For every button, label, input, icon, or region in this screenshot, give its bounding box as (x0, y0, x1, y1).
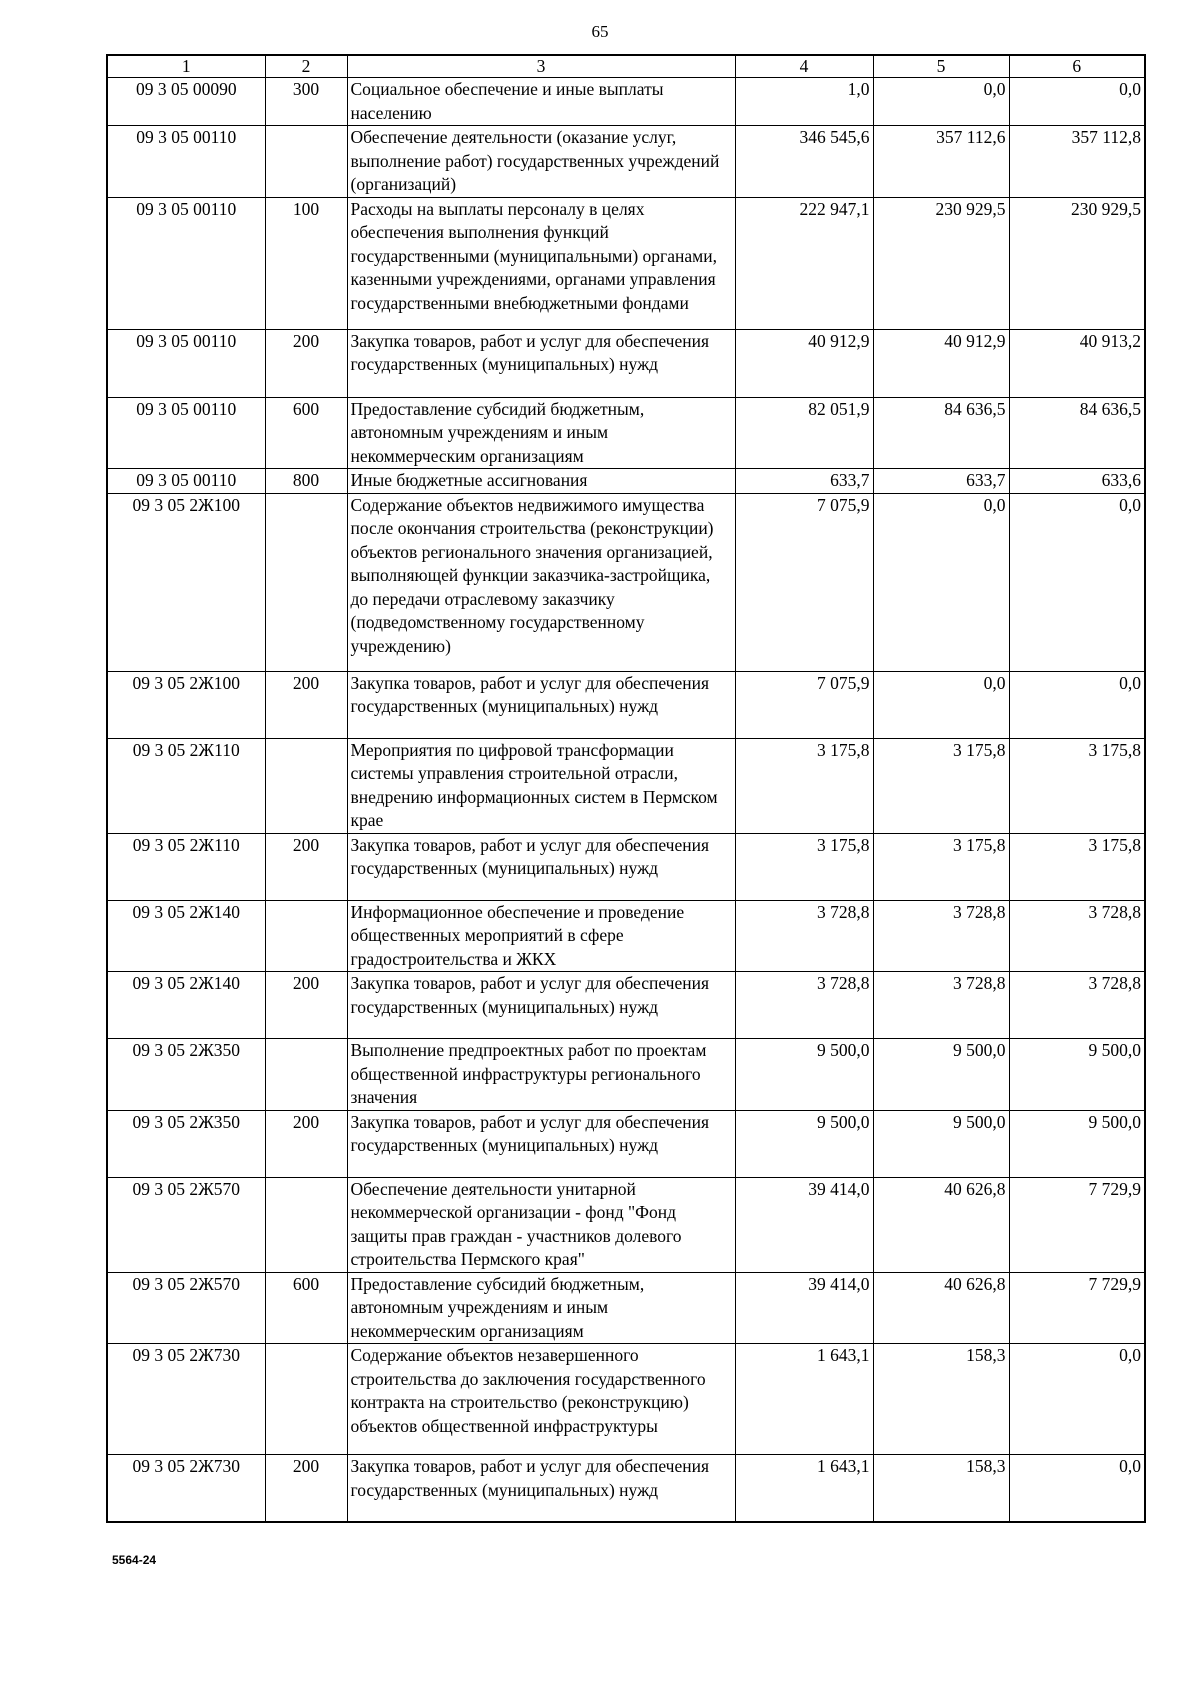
row-description: Закупка товаров, работ и услуг для обеспечения государственных (муниципальных) нужд (347, 833, 735, 900)
row-code: 09 3 05 2Ж100 (107, 671, 265, 738)
page-number: 65 (591, 22, 609, 41)
row-value-col4: 7 075,9 (735, 493, 873, 671)
table-row (107, 78, 1145, 126)
row-value-col6: 0,0 (1009, 1344, 1145, 1455)
row-code: 09 3 05 2Ж110 (107, 833, 265, 900)
table-row (107, 1177, 1145, 1272)
table-row (107, 397, 1145, 469)
table-row (107, 493, 1145, 671)
row-code: 09 3 05 00110 (107, 329, 265, 397)
row-value-col4: 633,7 (735, 469, 873, 494)
row-expense-type (265, 1039, 347, 1111)
header-col-6: 6 (1009, 55, 1145, 78)
table-row (107, 1110, 1145, 1177)
row-value-col5: 84 636,5 (873, 397, 1009, 469)
row-code: 09 3 05 2Ж570 (107, 1272, 265, 1344)
row-value-col6: 3 175,8 (1009, 833, 1145, 900)
row-value-col4: 9 500,0 (735, 1110, 873, 1177)
row-value-col6: 0,0 (1009, 671, 1145, 738)
row-expense-type (265, 1344, 347, 1455)
row-value-col6: 3 728,8 (1009, 900, 1145, 972)
row-expense-type: 100 (265, 197, 347, 329)
row-value-col6: 84 636,5 (1009, 397, 1145, 469)
row-description: Закупка товаров, работ и услуг для обеспечения государственных (муниципальных) нужд (347, 1110, 735, 1177)
row-expense-type (265, 126, 347, 198)
row-expense-type (265, 738, 347, 833)
header-col-5: 5 (873, 55, 1009, 78)
row-description: Иные бюджетные ассигнования (347, 469, 735, 494)
row-value-col6: 357 112,8 (1009, 126, 1145, 198)
row-expense-type (265, 493, 347, 671)
row-description: Закупка товаров, работ и услуг для обеспечения государственных (муниципальных) нужд (347, 671, 735, 738)
row-value-col6: 0,0 (1009, 78, 1145, 126)
document-code: 5564-24 (112, 1553, 157, 1567)
table-row (107, 972, 1145, 1039)
row-code: 09 3 05 2Ж570 (107, 1177, 265, 1272)
row-code: 09 3 05 00110 (107, 126, 265, 198)
row-expense-type (265, 900, 347, 972)
row-expense-type: 200 (265, 671, 347, 738)
row-description: Закупка товаров, работ и услуг для обеспечения государственных (муниципальных) нужд (347, 972, 735, 1039)
budget-table (106, 54, 1146, 1523)
row-code: 09 3 05 00110 (107, 197, 265, 329)
row-value-col4: 40 912,9 (735, 329, 873, 397)
row-value-col4: 3 728,8 (735, 900, 873, 972)
row-value-col5: 40 626,8 (873, 1272, 1009, 1344)
row-value-col4: 7 075,9 (735, 671, 873, 738)
row-value-col4: 82 051,9 (735, 397, 873, 469)
row-value-col4: 346 545,6 (735, 126, 873, 198)
row-value-col5: 0,0 (873, 493, 1009, 671)
row-value-col4: 39 414,0 (735, 1272, 873, 1344)
row-value-col4: 222 947,1 (735, 197, 873, 329)
row-description: Информационное обеспечение и проведение общественных мероприятий в сфере градостроительства и ЖКХ (347, 900, 735, 972)
row-expense-type: 200 (265, 1455, 347, 1522)
row-code: 09 3 05 00090 (107, 78, 265, 126)
row-description: Расходы на выплаты персоналу в целях обеспечения выполнения функций государственными (муниципальными) органами, казенными учреждениями, органами управления государственными внебюджетными фондами (347, 197, 735, 329)
header-row (107, 55, 1145, 78)
row-description: Мероприятия по цифровой трансформации системы управления строительной отрасли, внедрению информационных систем в Пермском крае (347, 738, 735, 833)
row-value-col6: 633,6 (1009, 469, 1145, 494)
table-row (107, 126, 1145, 198)
table-row (107, 197, 1145, 329)
row-value-col5: 158,3 (873, 1344, 1009, 1455)
row-code: 09 3 05 00110 (107, 469, 265, 494)
row-expense-type: 200 (265, 972, 347, 1039)
row-code: 09 3 05 00110 (107, 397, 265, 469)
table-row (107, 1344, 1145, 1455)
row-expense-type: 800 (265, 469, 347, 494)
row-value-col6: 7 729,9 (1009, 1272, 1145, 1344)
row-expense-type: 200 (265, 329, 347, 397)
row-value-col6: 0,0 (1009, 493, 1145, 671)
row-value-col5: 40 912,9 (873, 329, 1009, 397)
row-code: 09 3 05 2Ж730 (107, 1455, 265, 1522)
row-value-col5: 3 175,8 (873, 738, 1009, 833)
row-value-col4: 39 414,0 (735, 1177, 873, 1272)
row-value-col6: 9 500,0 (1009, 1110, 1145, 1177)
row-expense-type: 600 (265, 397, 347, 469)
row-value-col5: 357 112,6 (873, 126, 1009, 198)
row-value-col6: 3 728,8 (1009, 972, 1145, 1039)
row-expense-type (265, 1177, 347, 1272)
row-description: Содержание объектов незавершенного строительства до заключения государственного контракта на строительство (реконструкцию) объектов общественной инфраструктуры (347, 1344, 735, 1455)
row-value-col6: 40 913,2 (1009, 329, 1145, 397)
header-col-3: 3 (347, 55, 735, 78)
row-value-col6: 9 500,0 (1009, 1039, 1145, 1111)
table-body (107, 78, 1145, 1522)
table-row (107, 1455, 1145, 1522)
row-code: 09 3 05 2Ж350 (107, 1110, 265, 1177)
row-description: Содержание объектов недвижимого имущества после окончания строительства (реконструкции) объектов регионального значения организацией, выполняющей функции заказчика-застройщика, до передачи отраслевому заказчику (подведомственному государственному учреждению) (347, 493, 735, 671)
row-value-col5: 633,7 (873, 469, 1009, 494)
row-value-col4: 3 728,8 (735, 972, 873, 1039)
header-col-2: 2 (265, 55, 347, 78)
row-code: 09 3 05 2Ж730 (107, 1344, 265, 1455)
row-value-col5: 9 500,0 (873, 1039, 1009, 1111)
row-value-col4: 1 643,1 (735, 1344, 873, 1455)
row-description: Предоставление субсидий бюджетным, автономным учреждениям и иным некоммерческим организациям (347, 1272, 735, 1344)
row-value-col6: 3 175,8 (1009, 738, 1145, 833)
row-code: 09 3 05 2Ж110 (107, 738, 265, 833)
row-description: Обеспечение деятельности (оказание услуг, выполнение работ) государственных учреждений (организаций) (347, 126, 735, 198)
row-value-col4: 1 643,1 (735, 1455, 873, 1522)
header-col-4: 4 (735, 55, 873, 78)
row-description: Закупка товаров, работ и услуг для обеспечения государственных (муниципальных) нужд (347, 1455, 735, 1522)
row-value-col5: 0,0 (873, 671, 1009, 738)
table-row (107, 329, 1145, 397)
row-code: 09 3 05 2Ж350 (107, 1039, 265, 1111)
row-value-col4: 3 175,8 (735, 738, 873, 833)
row-code: 09 3 05 2Ж140 (107, 900, 265, 972)
row-description: Обеспечение деятельности унитарной некоммерческой организации - фонд "Фонд защиты прав граждан - участников долевого строительства Пермского края" (347, 1177, 735, 1272)
row-value-col5: 3 175,8 (873, 833, 1009, 900)
row-value-col5: 40 626,8 (873, 1177, 1009, 1272)
row-description: Закупка товаров, работ и услуг для обеспечения государственных (муниципальных) нужд (347, 329, 735, 397)
table-row (107, 671, 1145, 738)
table-row (107, 1039, 1145, 1111)
row-description: Предоставление субсидий бюджетным, автономным учреждениям и иным некоммерческим организациям (347, 397, 735, 469)
row-value-col5: 9 500,0 (873, 1110, 1009, 1177)
row-expense-type: 200 (265, 833, 347, 900)
row-expense-type: 200 (265, 1110, 347, 1177)
row-code: 09 3 05 2Ж100 (107, 493, 265, 671)
row-value-col5: 3 728,8 (873, 972, 1009, 1039)
row-description: Выполнение предпроектных работ по проектам общественной инфраструктуры регионального значения (347, 1039, 735, 1111)
table-row (107, 1272, 1145, 1344)
row-value-col4: 3 175,8 (735, 833, 873, 900)
table-row (107, 738, 1145, 833)
row-value-col4: 9 500,0 (735, 1039, 873, 1111)
table-row (107, 833, 1145, 900)
row-value-col5: 158,3 (873, 1455, 1009, 1522)
row-value-col5: 0,0 (873, 78, 1009, 126)
row-value-col6: 230 929,5 (1009, 197, 1145, 329)
row-value-col6: 7 729,9 (1009, 1177, 1145, 1272)
row-expense-type: 300 (265, 78, 347, 126)
table-row (107, 469, 1145, 494)
row-value-col5: 3 728,8 (873, 900, 1009, 972)
row-expense-type: 600 (265, 1272, 347, 1344)
row-value-col5: 230 929,5 (873, 197, 1009, 329)
header-col-1: 1 (107, 55, 265, 78)
row-description: Социальное обеспечение и иные выплаты населению (347, 78, 735, 126)
row-value-col6: 0,0 (1009, 1455, 1145, 1522)
row-value-col4: 1,0 (735, 78, 873, 126)
table-row (107, 900, 1145, 972)
row-code: 09 3 05 2Ж140 (107, 972, 265, 1039)
